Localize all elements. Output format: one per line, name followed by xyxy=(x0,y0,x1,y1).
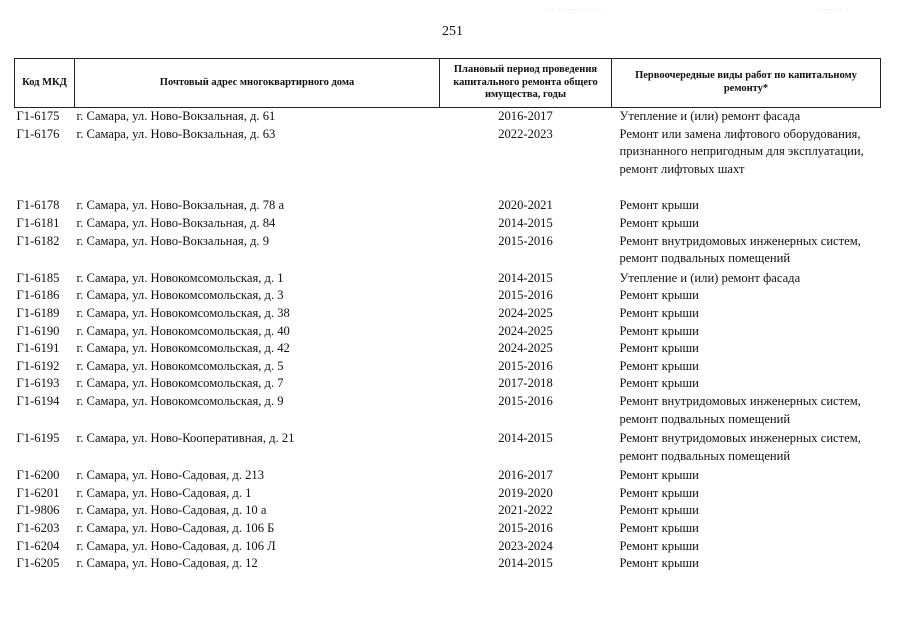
row-code: Г1-6192 xyxy=(16,358,60,373)
row-address: г. Самара, ул. Новокомсомольская, д. 1 xyxy=(76,270,284,285)
header-works: Первоочередные виды работ по капитальному ремонту* xyxy=(612,59,881,108)
row-address: г. Самара, ул. Ново-Вокзальная, д. 78 а xyxy=(76,198,285,213)
row-address: г. Самара, ул. Новокомсомольская, д. 40 xyxy=(76,323,290,338)
row-code: Г1-6191 xyxy=(16,341,60,356)
row-period: 2023-2024 xyxy=(498,538,553,553)
row-code: Г1-6195 xyxy=(16,431,60,446)
row-works xyxy=(612,323,881,341)
row-address: г. Самара, ул. Новокомсомольская, д. 3 xyxy=(76,288,284,303)
row-works xyxy=(612,270,881,288)
row-works xyxy=(612,340,881,358)
row-code: Г1-6178 xyxy=(16,198,60,213)
row-period: 2021-2022 xyxy=(498,503,553,518)
row-address: г. Самара, ул. Ново-Садовая, д. 10 а xyxy=(76,503,267,518)
header-period: Плановый период проведения капитального ремонта общего имущества, годы xyxy=(440,59,612,108)
table-row xyxy=(15,358,881,376)
row-address: г. Самара, ул. Ново-Садовая, д. 1 xyxy=(76,485,252,500)
row-period: 2016-2017 xyxy=(498,109,553,123)
row-period: 2020-2021 xyxy=(498,198,553,213)
row-code: Г1-6200 xyxy=(16,468,60,483)
row-code: Г1-6204 xyxy=(16,538,60,553)
row-address: г. Самара, ул. Ново-Садовая, д. 12 xyxy=(76,556,258,571)
row-works-line: Ремонт крыши xyxy=(619,215,699,230)
row-period: 2014-2015 xyxy=(498,270,553,285)
row-address: г. Самара, ул. Ново-Вокзальная, д. 61 xyxy=(76,109,276,123)
table-row xyxy=(15,233,881,270)
row-period: 2015-2016 xyxy=(498,521,553,536)
row-works-line: Ремонт крыши xyxy=(619,485,699,500)
row-period: 2015-2016 xyxy=(498,358,553,373)
table-row xyxy=(15,502,881,520)
row-works-line: Ремонт крыши xyxy=(619,288,699,303)
row-code: Г1-9806 xyxy=(16,503,60,518)
row-works xyxy=(612,502,881,520)
row-works-line: ремонт лифтовых шахт xyxy=(619,161,745,176)
row-works-line: Утепление и (или) ремонт фасада xyxy=(619,270,801,285)
table-row xyxy=(15,305,881,323)
row-address: г. Самара, ул. Ново-Садовая, д. 213 xyxy=(76,468,265,483)
row-period: 2022-2023 xyxy=(498,126,553,141)
row-code: Г1-6186 xyxy=(16,288,60,303)
row-address: г. Самара, ул. Ново-Вокзальная, д. 84 xyxy=(76,215,276,230)
header-address: Почтовый адрес многоквартирного дома xyxy=(75,59,440,108)
table-row xyxy=(15,215,881,233)
row-works-line: признанного непригодным для эксплуатации, xyxy=(619,144,864,159)
table-row xyxy=(15,393,881,430)
table-row xyxy=(15,520,881,538)
table-header xyxy=(15,59,881,108)
row-works xyxy=(612,287,881,305)
row-period: 2016-2017 xyxy=(498,468,553,483)
table-row xyxy=(15,555,881,573)
row-works-line: ремонт подвальных помещений xyxy=(619,411,791,426)
row-works xyxy=(612,520,881,538)
row-works-line: Ремонт крыши xyxy=(619,305,699,320)
row-period: 2024-2025 xyxy=(498,305,553,320)
row-code: Г1-6205 xyxy=(16,556,60,571)
row-period: 2014-2015 xyxy=(498,431,553,446)
table-row xyxy=(15,270,881,288)
row-works xyxy=(612,467,881,485)
row-address: г. Самара, ул. Новокомсомольская, д. 5 xyxy=(76,358,284,373)
scan-artifact-left: ·· ·········· ·· · xyxy=(548,6,607,14)
row-code: Г1-6181 xyxy=(16,215,60,230)
row-address: г. Самара, ул. Новокомсомольская, д. 7 xyxy=(76,376,284,391)
row-works xyxy=(612,538,881,556)
row-code: Г1-6190 xyxy=(16,323,60,338)
row-works-line: Ремонт крыши xyxy=(619,521,699,536)
row-works xyxy=(612,215,881,233)
table-body xyxy=(15,108,881,573)
row-works-line: Ремонт крыши xyxy=(619,323,699,338)
row-works-line: Ремонт крыши xyxy=(619,503,699,518)
row-code: Г1-6201 xyxy=(16,485,60,500)
row-address: г. Самара, ул. Новокомсомольская, д. 38 xyxy=(76,305,290,320)
row-works-line: Ремонт крыши xyxy=(619,556,699,571)
row-code: Г1-6189 xyxy=(16,305,60,320)
row-period: 2024-2025 xyxy=(498,323,553,338)
row-works-line: ремонт подвальных помещений xyxy=(619,251,791,266)
row-works xyxy=(612,555,881,573)
row-address: г. Самара, ул. Новокомсомольская, д. 42 xyxy=(76,341,290,356)
row-address: г. Самара, ул. Ново-Вокзальная, д. 63 xyxy=(76,126,276,141)
table-row xyxy=(15,126,881,198)
row-works-line: Утепление и (или) ремонт фасада xyxy=(619,109,801,123)
row-address: г. Самара, ул. Новокомсомольская, д. 9 xyxy=(76,393,284,408)
row-period: 2017-2018 xyxy=(498,376,553,391)
row-works xyxy=(612,305,881,323)
row-works-line: ремонт подвальных помещений xyxy=(619,448,791,463)
row-works xyxy=(612,393,881,430)
row-period: 2014-2015 xyxy=(498,556,553,571)
page-number: 251 xyxy=(442,24,463,39)
row-code: Г1-6182 xyxy=(16,233,60,248)
table-row xyxy=(15,485,881,503)
row-works-line: Ремонт крыши xyxy=(619,538,699,553)
row-works xyxy=(612,108,881,126)
row-works-line: Ремонт внутридомовых инженерных систем, xyxy=(619,431,861,446)
row-works-line: Ремонт крыши xyxy=(619,198,699,213)
row-works xyxy=(612,375,881,393)
row-address: г. Самара, ул. Ново-Садовая, д. 106 Б xyxy=(76,521,275,536)
row-address: г. Самара, ул. Ново-Вокзальная, д. 9 xyxy=(76,233,270,248)
row-period: 2015-2016 xyxy=(498,233,553,248)
row-works-line: Ремонт внутридомовых инженерных систем, xyxy=(619,393,861,408)
row-address: г. Самара, ул. Ново-Садовая, д. 106 Л xyxy=(76,538,276,553)
table-row xyxy=(15,323,881,341)
table-row xyxy=(15,287,881,305)
table-row xyxy=(15,538,881,556)
capital-repair-table xyxy=(14,58,881,573)
row-period: 2014-2015 xyxy=(498,215,553,230)
row-works-line: Ремонт крыши xyxy=(619,358,699,373)
table-row xyxy=(15,467,881,485)
row-works xyxy=(612,197,881,215)
row-works xyxy=(612,485,881,503)
row-code: Г1-6203 xyxy=(16,521,60,536)
table-row xyxy=(15,430,881,467)
row-works-line: Ремонт или замена лифтового оборудования, xyxy=(619,126,861,141)
table-row xyxy=(15,108,881,126)
header-code: Код МКД xyxy=(15,59,75,108)
row-code: Г1-6176 xyxy=(16,126,60,141)
row-address: г. Самара, ул. Ново-Кооперативная, д. 21 xyxy=(76,431,295,446)
row-code: Г1-6194 xyxy=(16,393,60,408)
row-works xyxy=(612,126,881,198)
row-works xyxy=(612,430,881,467)
table-row xyxy=(15,340,881,358)
row-code: Г1-6185 xyxy=(16,270,60,285)
row-works xyxy=(612,358,881,376)
scan-artifact-right: ······· · xyxy=(820,6,850,14)
row-code: Г1-6193 xyxy=(16,376,60,391)
row-works-line: Ремонт внутридомовых инженерных систем, xyxy=(619,233,861,248)
row-works xyxy=(612,233,881,270)
row-period: 2015-2016 xyxy=(498,393,553,408)
table-row xyxy=(15,375,881,393)
row-works-line: Ремонт крыши xyxy=(619,341,699,356)
row-period: 2024-2025 xyxy=(498,341,553,356)
row-period: 2019-2020 xyxy=(498,485,553,500)
row-works-line: Ремонт крыши xyxy=(619,468,699,483)
row-code: Г1-6175 xyxy=(16,109,60,123)
table-row xyxy=(15,197,881,215)
row-period: 2015-2016 xyxy=(498,288,553,303)
row-works-line: Ремонт крыши xyxy=(619,376,699,391)
